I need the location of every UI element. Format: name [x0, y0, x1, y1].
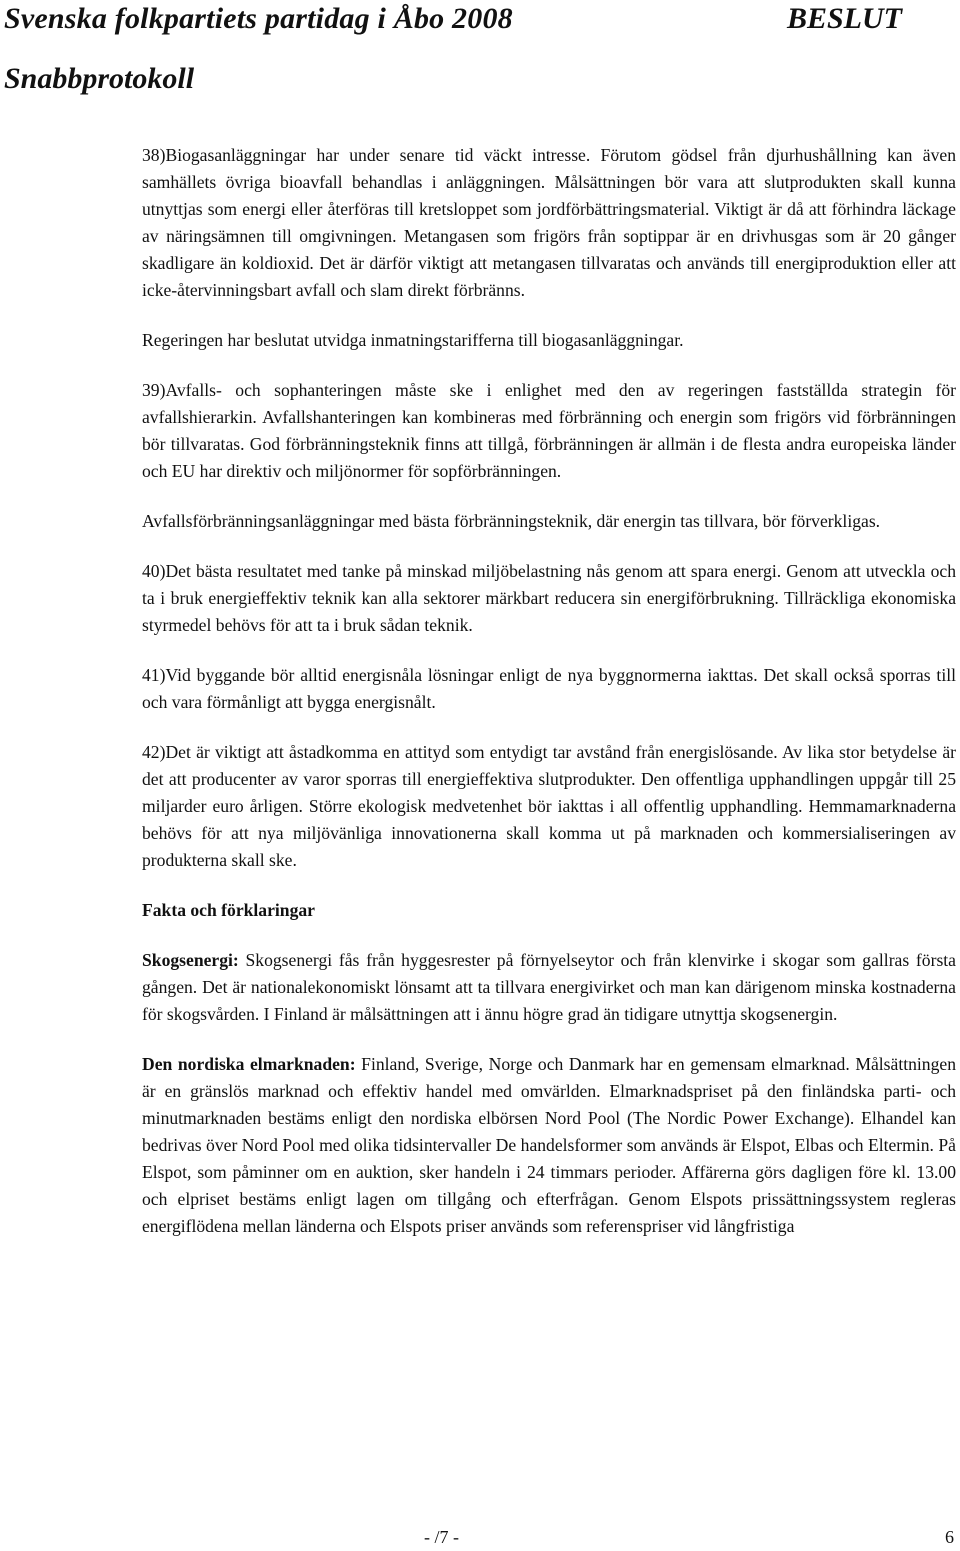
document-title: Svenska folkpartiets partidag i Åbo 2008: [4, 2, 513, 35]
document-status: BESLUT: [786, 2, 902, 35]
paragraph-42: 42)Det är viktigt att åstadkomma en attityd som entydigt tar avstånd från energislösande. Av lika stor betydelse är det att producenter av varor sporras till energieffektiva slutprodukter. Den offentliga upphandlingen uppgår till 25 miljarder euro årligen. Större ekologisk medvetenhet bör iakttas i all offentlig upphandling. Hemmamarknaderna behövs för att nya miljövänliga innovationerna skall komma ut på marknaden och kommersialiseringen av produkterna skall ske.: [142, 742, 956, 870]
document-body: [142, 142, 956, 1240]
paragraph-41: 41)Vid byggande bör alltid energisnåla lösningar enligt de nya byggnormerna iakttas. Det skall också sporras till och vara förmånligt att bygga energisnålt.: [142, 665, 956, 712]
paragraph-38: 38)Biogasanläggningar har under senare tid väckt intresse. Förutom gödsel från djurhushållning kan även samhällets övriga bioavfall behandlas i anläggningen. Målsättningen bör vara att slutprodukten skall kunna utnyttjas som energi eller återföras till kretsloppet som jordförbättringsmaterial. Viktigt är då att förhindra läckage av näringsämnen till omgivningen. Metangasen som frigörs från soptippar är en drivhusgas som är 20 gånger skadligare än koldioxid. Det är därför viktigt att metangasen tillvaratas och används till energiproduktion eller att icke-återvinningsbart avfall och slam direkt förbränns.: [142, 145, 956, 300]
paragraph-39: 39)Avfalls- och sophanteringen måste ske i enlighet med den av regeringen fastställda strategin för avfallshierarkin. Avfallshanteringen kan kombineras med förbränning och energin som frigörs vid förbränningen bör tillvaratas. God förbränningsteknik finns att tillgå, förbränningen är allmän i de flesta andra europeiska länder och EU har direktiv och miljönormer för sopförbränningen.: [142, 380, 956, 481]
page-number: - /7 -: [424, 1527, 459, 1547]
page-count: 6: [945, 1527, 954, 1547]
document-subtitle: Snabbprotokoll: [4, 62, 195, 95]
definition-nordiska-elmarknaden: [142, 1051, 956, 1240]
facts-heading: Fakta och förklaringar: [142, 900, 315, 920]
paragraph-avfallsforbranning: Avfallsförbränningsanläggningar med bästa förbränningsteknik, där energin tas tillvara, bör förverkligas.: [142, 511, 881, 531]
definition-text: Finland, Sverige, Norge och Danmark har en gemensam elmarknad. Målsättningen är en gränslös marknad och effektiv handel med omvärlden. Elmarknadspriset på den finländska parti- och minutmarknaden bestäms enligt den nordiska elbörsen Nord Pool (The Nordic Power Exchange). Elhandel kan bedrivas över Nord Pool med olika tidsintervaller De handelsformer som används är Elspot, Elbas och Eltermin. På Elspot, som påminner om en auktion, sker handeln i 24 timmars perioder. Affärerna görs dagligen före kl. 13.00 och elpriset bestäms enligt lagen om tillgång och efterfrågan. Genom Elspots prissättningssystem regleras energiflödena mellan länderna och Elspots priser används som referenspriser vid långfristiga: [142, 1054, 956, 1236]
paragraph-40: 40)Det bästa resultatet med tanke på minskad miljöbelastning nås genom att spara energi. Genom att utveckla och ta i bruk energieffektiv teknik kan alla sektorer märkbart reducera sin energiförbrukning. Tillräckliga ekonomiska styrmedel behövs för att ta i bruk sådan teknik.: [142, 561, 956, 635]
definition-skogsenergi: [142, 947, 956, 1028]
definition-term: Den nordiska elmarknaden:: [142, 1054, 356, 1074]
definition-text: Skogsenergi fås från hyggesrester på förnyelseytor och från klenvirke i skogar som gallras första gången. Det är nationalekonomiskt lönsamt att ta tillvara energivirket och man kan därigenom minska kostnaderna för skogsvården. I Finland är målsättningen att i ännu högre grad än tidigare utnyttja skogsenergin.: [142, 950, 956, 1024]
paragraph-regeringen: Regeringen har beslutat utvidga inmatningstarifferna till biogasanläggningar.: [142, 330, 684, 350]
definition-term: Skogsenergi:: [142, 950, 239, 970]
